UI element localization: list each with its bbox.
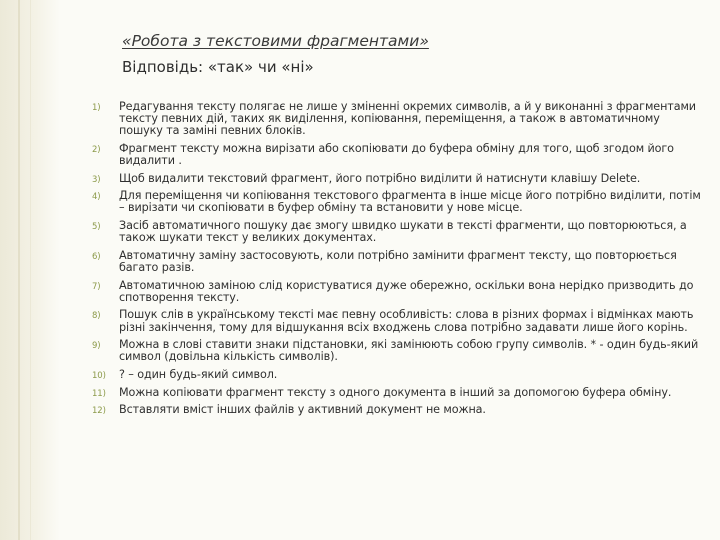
item-number: 12) xyxy=(92,406,106,417)
band-stripe-thin xyxy=(30,0,31,540)
item-text: Автоматичну заміну застосовують, коли потрібно замінити фрагмент тексту, що повторюється багато разів. xyxy=(119,248,677,274)
list-item xyxy=(92,143,706,167)
list-item xyxy=(92,173,706,185)
list-item xyxy=(92,404,706,416)
item-number: 10) xyxy=(92,371,106,382)
item-text: Вставляти вміст інших файлів у активний документ не можна. xyxy=(119,403,486,417)
list-item xyxy=(92,220,706,244)
item-number: 8) xyxy=(92,311,101,322)
item-text: Засіб автоматичного пошуку дає змогу швидко шукати в тексті фрагменти, що повторюються, а також шукати текст у великих документах. xyxy=(119,219,687,245)
statement-list xyxy=(92,101,706,422)
item-text: Можна копіювати фрагмент тексту з одного документа в інший за допомогою буфера обміну. xyxy=(119,385,672,399)
list-item xyxy=(92,369,706,381)
list-item xyxy=(92,387,706,399)
band-stripe xyxy=(18,0,20,540)
list-item xyxy=(92,101,706,137)
item-text: Щоб видалити текстовий фрагмент, його потрібно виділити й натиснути клавішу Delete. xyxy=(119,171,641,185)
item-number: 2) xyxy=(92,144,101,155)
item-text: ? – один будь-який символ. xyxy=(119,368,278,382)
decorative-left-band xyxy=(0,0,60,540)
list-item xyxy=(92,280,706,304)
item-text: Редагування тексту полягає не лише у зміненні окремих символів, а й у виконанні з фрагментами тексту певних дій, таких як виділення, копіювання, переміщення, а також в автоматичному пошуку та заміні певних блоків. xyxy=(119,100,696,138)
item-number: 4) xyxy=(92,192,101,203)
list-item xyxy=(92,190,706,214)
item-number: 3) xyxy=(92,174,101,185)
list-item xyxy=(92,250,706,274)
item-text: Автоматичною заміною слід користуватися дуже обережно, оскільки вона нерідко призводить до спотворення тексту. xyxy=(119,278,694,304)
item-text: Пошук слів в українському тексті має певну особливість: слова в різних формах і відмінках мають різні закінчення, тому для відшукання всіх входжень слова потрібно задавати лише його корінь. xyxy=(119,308,694,334)
item-text: Можна в слові ставити знаки підстановки, які замінюють собою групу символів. * - один будь-який символ (довільна кількість символів). xyxy=(119,338,699,364)
item-text: Для переміщення чи копіювання текстового фрагмента в інше місце його потрібно виділити, потім – вирізати чи скопіювати в буфер обміну та встановити у нове місце. xyxy=(119,189,701,215)
item-number: 6) xyxy=(92,251,101,262)
item-text: Фрагмент тексту можна вирізати або скопіювати до буфера обміну для того, щоб згодом його видалити . xyxy=(119,141,674,167)
item-number: 9) xyxy=(92,341,101,352)
item-number: 5) xyxy=(92,222,101,233)
slide-title: «Робота з текстовими фрагментами» xyxy=(122,32,429,50)
list-item xyxy=(92,309,706,333)
item-number: 11) xyxy=(92,388,106,399)
item-number: 1) xyxy=(92,103,101,113)
slide-subtitle: Відповідь: «так» чи «ні» xyxy=(122,58,314,76)
list-item xyxy=(92,339,706,363)
item-number: 7) xyxy=(92,281,101,292)
